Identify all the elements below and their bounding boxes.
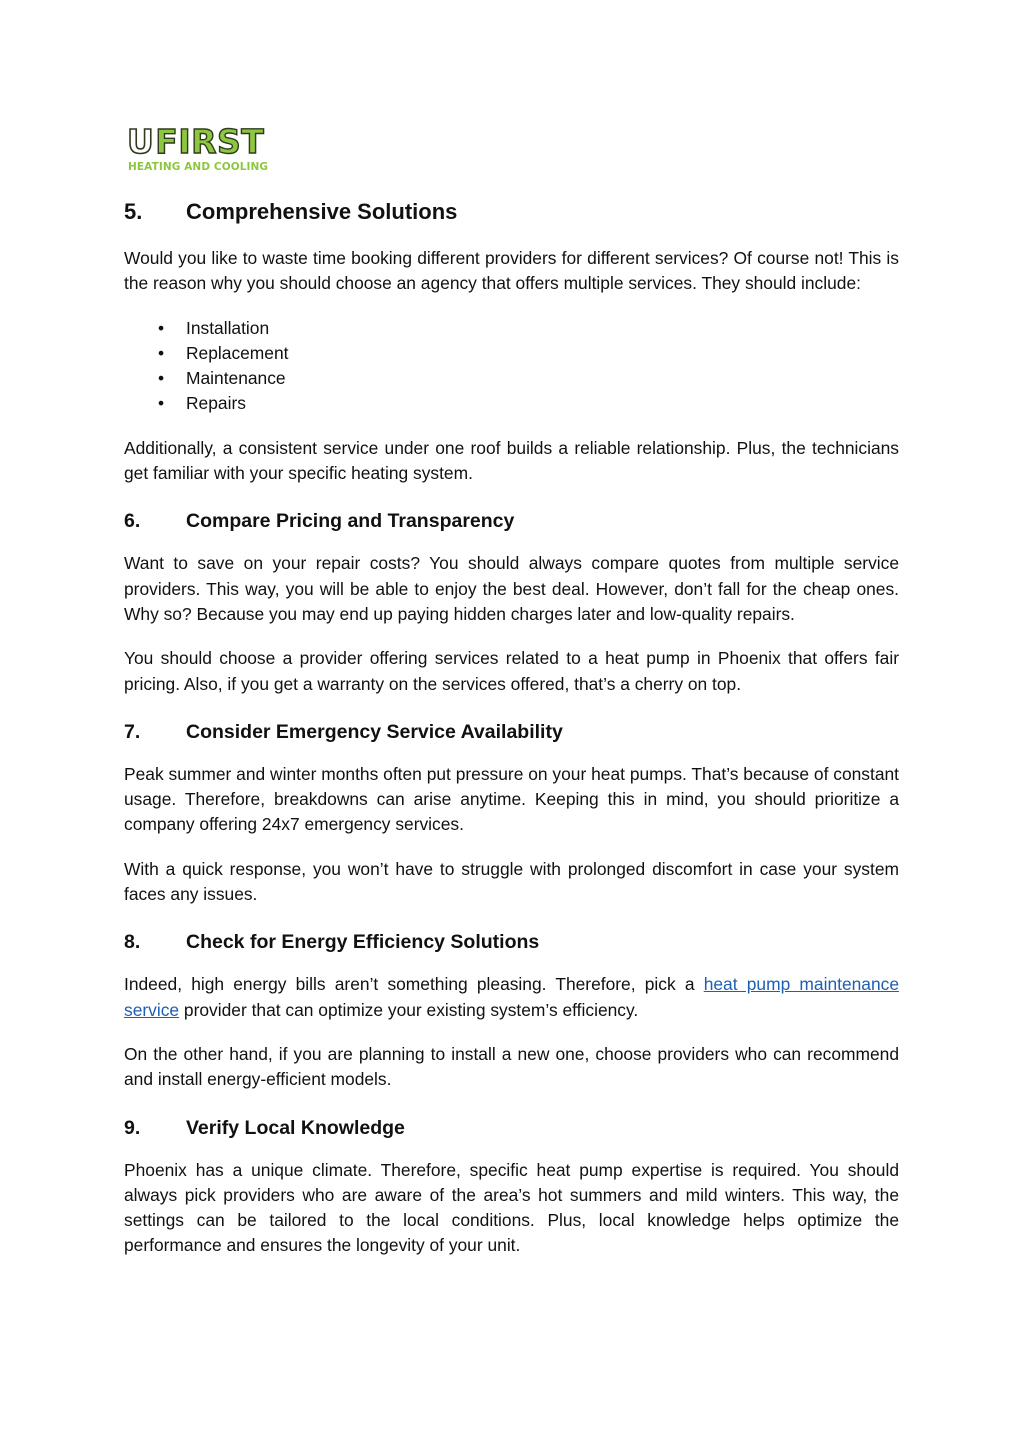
section-heading-9 (124, 1114, 899, 1142)
heat-pump-maintenance-link[interactable]: heat pump maintenance service (124, 974, 900, 1020)
logo-u-letter: U (127, 122, 155, 161)
services-list (124, 316, 899, 417)
list-item: • Maintenance (186, 366, 899, 391)
company-logo (127, 124, 287, 176)
section-number: 8. (124, 931, 141, 954)
paragraph-text: Indeed, high energy bills aren’t something pleasing. Therefore, pick a (124, 974, 704, 995)
list-item: • Installation (186, 316, 899, 341)
section-title: Consider Emergency Service Availability (186, 720, 563, 743)
section-title: Check for Energy Efficiency Solutions (186, 931, 540, 954)
logo-subtitle: HEATING AND COOLING (128, 161, 269, 173)
section-title: Compare Pricing and Transparency (186, 510, 515, 533)
article-body (124, 196, 899, 1278)
section-number: 7. (124, 720, 141, 743)
logo-main-text: FIRST (155, 122, 265, 161)
section-number: 9. (124, 1116, 141, 1139)
paragraph: Phoenix has a unique climate. Therefore, specific heat pump expertise is required. You should always pick providers who are aware of the area’s hot summers and mild winters. This way, the settings can be tailored to the local conditions. Plus, local knowledge helps optimize the performance and ensures the longevity of your unit. (124, 1159, 899, 1256)
section-heading-8 (124, 928, 899, 956)
section-title: Comprehensive Solutions (186, 199, 458, 224)
section-number: 6. (124, 510, 141, 533)
logo-wordmark (127, 124, 264, 160)
paragraph: Additionally, a consistent service under one roof builds a reliable relationship. Plus, the technicians get familiar with your specific heating system. (124, 437, 899, 484)
section-number: 5. (124, 199, 143, 224)
paragraph: Peak summer and winter months often put pressure on your heat pumps. That’s because of constant usage. Therefore, breakdowns can arise anytime. Keeping this in mind, you should prioritize a company offering 24x7 emergency services. (124, 763, 899, 835)
list-item: • Replacement (186, 341, 899, 366)
section-title: Verify Local Knowledge (186, 1116, 405, 1139)
list-item: • Repairs (186, 391, 899, 416)
section-heading-6 (124, 507, 899, 535)
section-heading-5 (124, 196, 899, 228)
paragraph: Want to save on your repair costs? You should always compare quotes from multiple service providers. This way, you will be able to enjoy the best deal. However, don’t fall for the cheap ones. Why so? Because you may end up paying hidden charges later and low-quality repairs. (124, 553, 899, 624)
section-heading-7 (124, 718, 899, 746)
paragraph: You should choose a provider offering services related to a heat pump in Phoenix that offers fair pricing. Also, if you get a warranty on the services offered, that’s a cherry on top. (124, 648, 899, 694)
paragraph-text: provider that can optimize your existing system’s efficiency. (179, 999, 639, 1020)
paragraph (124, 972, 899, 1023)
paragraph: On the other hand, if you are planning to install a new one, choose providers who can recommend and install energy-efficient models. (124, 1043, 899, 1090)
paragraph: Would you like to waste time booking different providers for different services? Of course not! This is the reason why you should choose an agency that offers multiple services. They should include: (124, 248, 899, 294)
paragraph: With a quick response, you won’t have to struggle with prolonged discomfort in case your system faces any issues. (124, 858, 899, 905)
